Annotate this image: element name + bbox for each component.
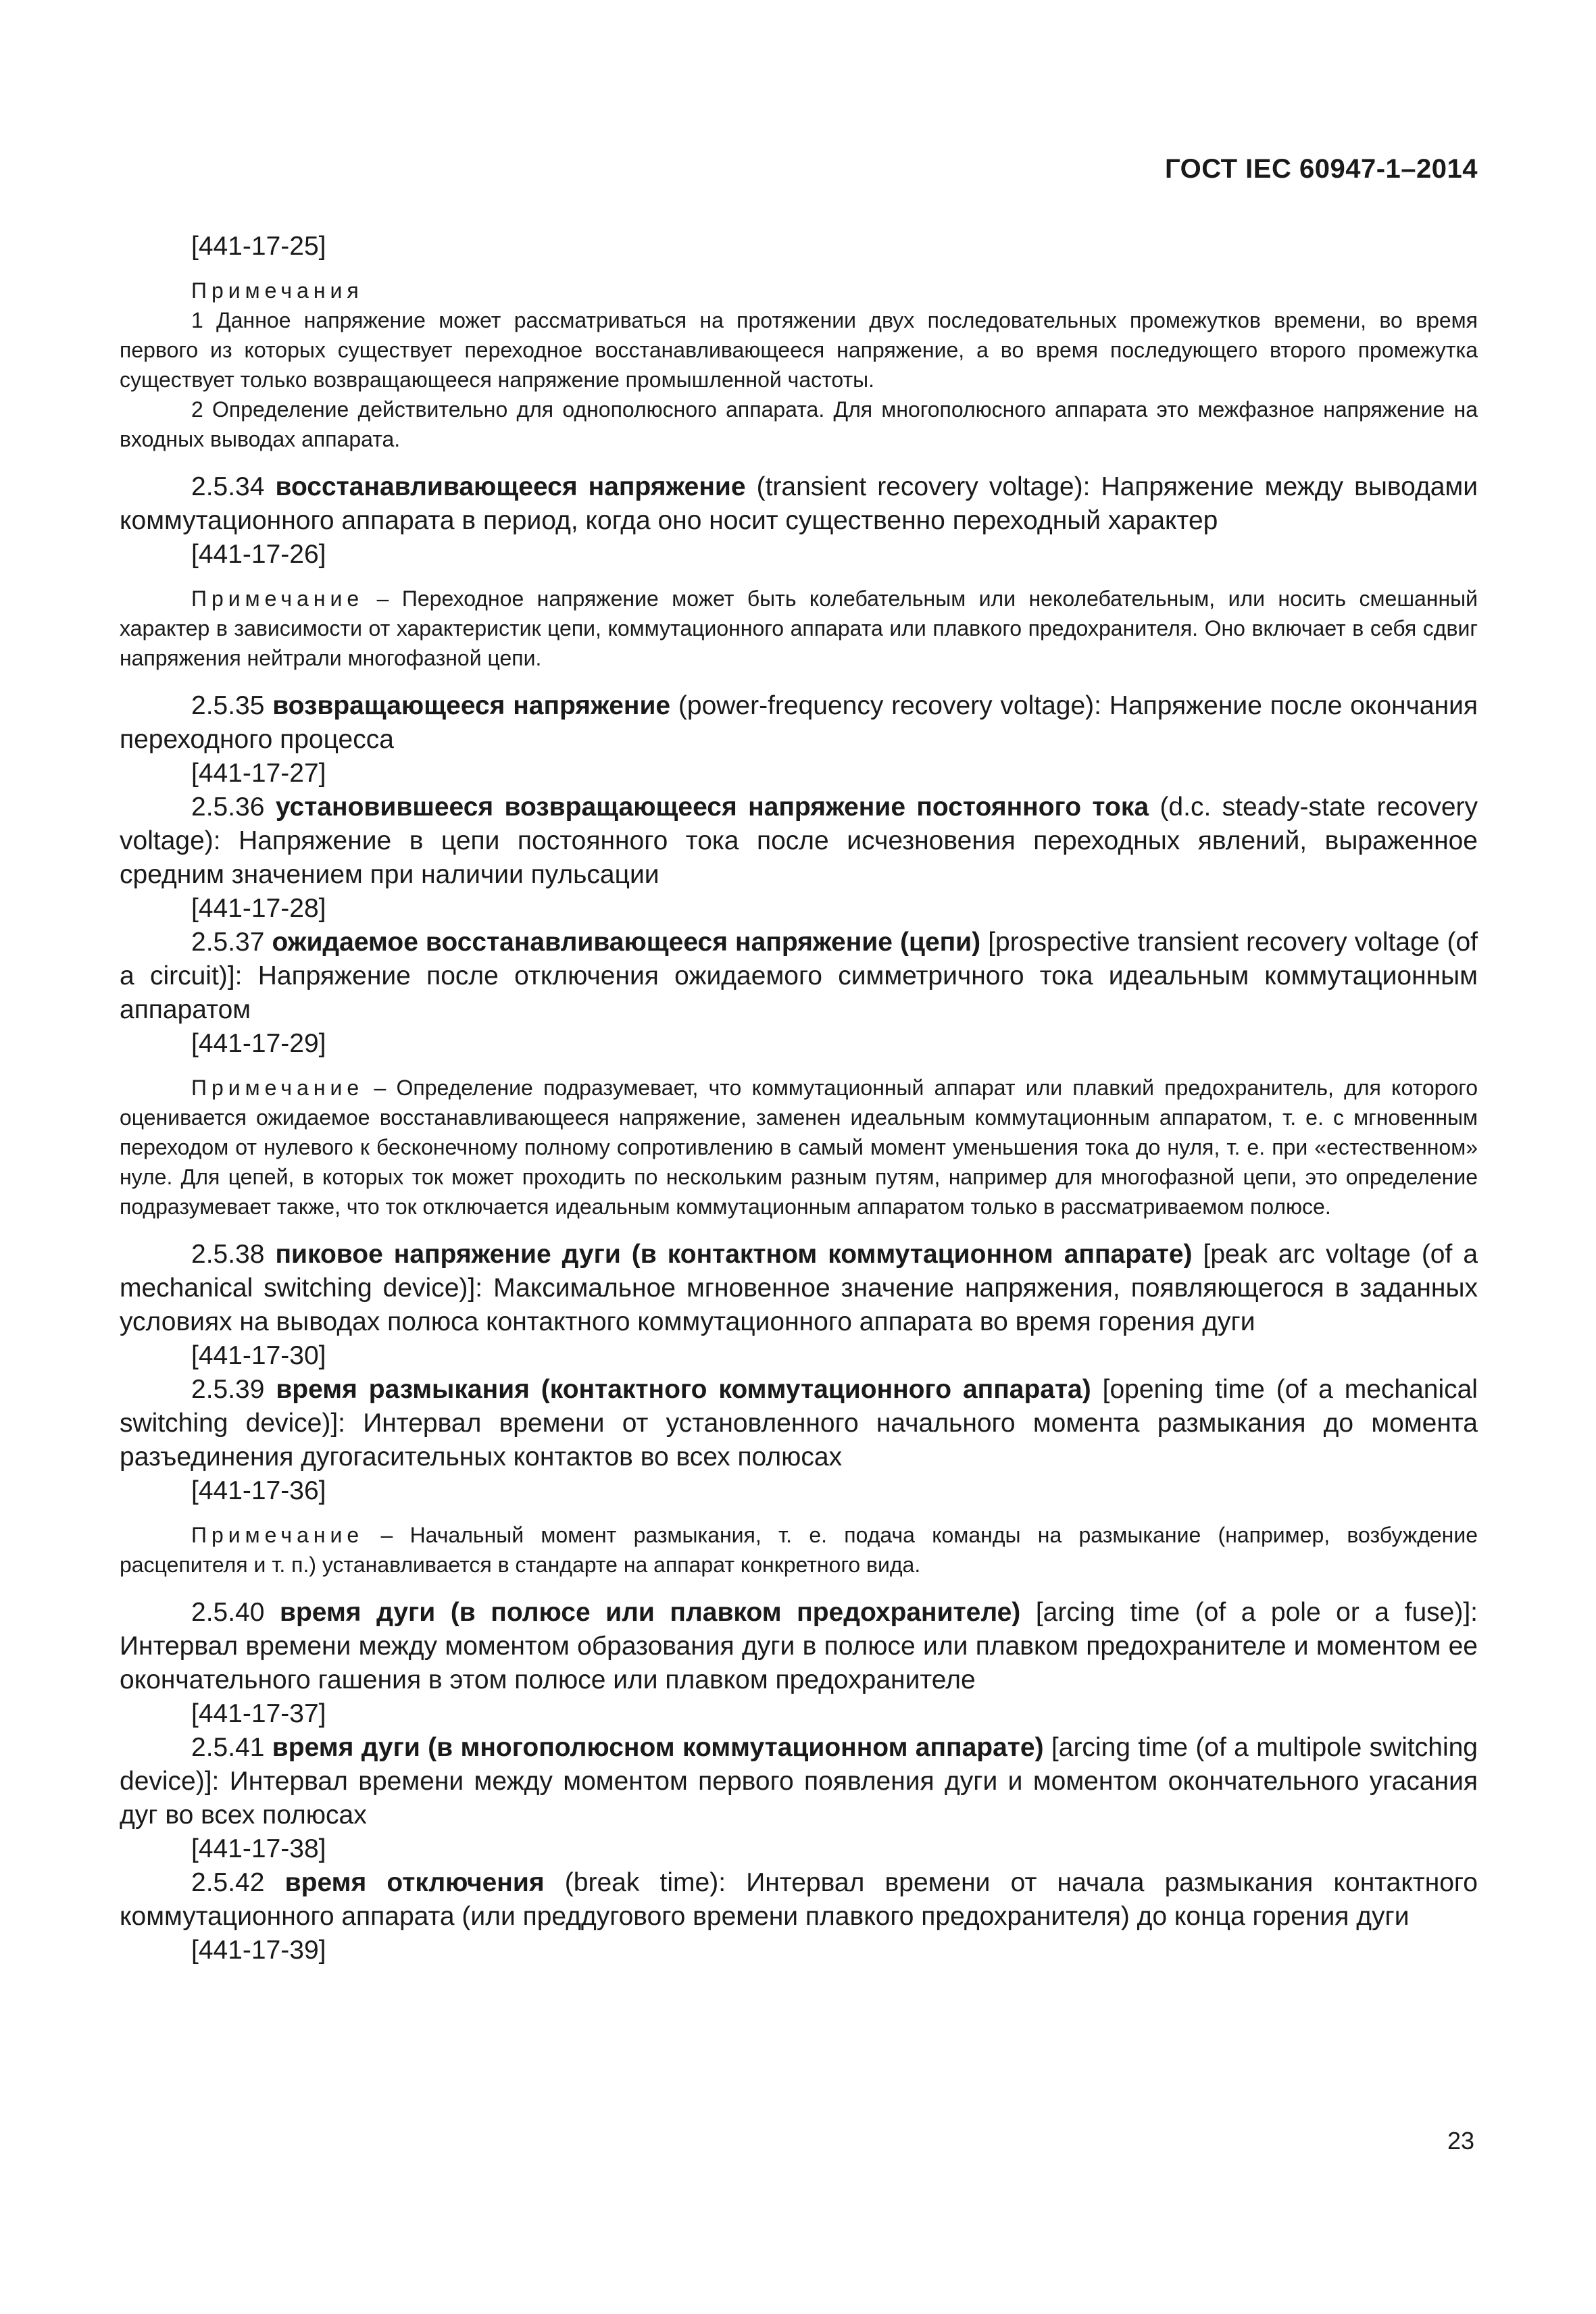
reference-code: [441-17-25] — [191, 232, 326, 261]
reference-code: [441-17-30] — [191, 1341, 326, 1370]
page-number: 23 — [1447, 2127, 1474, 2155]
note-2: 2 Определение действительно для однополюсного аппарата. Для многополюсного аппарата это межфазное напряжение на входных выводах аппарата. — [120, 397, 1478, 451]
term-2-5-38: 2.5.38 пиковое напряжение дуги (в контактном коммутационном аппарате) [peak arc voltage (of a mechanical switching device)]: Максимальное мгновенное значение напряжения, появляющегося в заданных условиях на выводах полюса контактного коммутационного аппарата во время горения дуги — [120, 1240, 1478, 1336]
page-content — [120, 230, 1478, 1967]
note-2-5-34: Примечание – Переходное напряжение может быть колебательным или неколебательным, или носить смешанный характер в зависимости от характеристик цепи, коммутационного аппарата или плавкого предохранителя. Оно включает в себя сдвиг напряжения нейтрали многофазной цепи. — [120, 586, 1478, 670]
term-2-5-39: 2.5.39 время размыкания (контактного коммутационного аппарата) [opening time (of a mechanical switching device)]: Интервал времени от установленного начального момента размыкания до момента разъединения дугогасительных контактов во всех полюсах — [120, 1375, 1478, 1472]
term-2-5-41: 2.5.41 время дуги (в многополюсном коммутационном аппарате) [arcing time (of a multipole switching device)]: Интервал времени между моментом первого появления дуги и моментом окончательного угасания дуг во всех полюсах — [120, 1733, 1478, 1830]
term-2-5-36: 2.5.36 установившееся возвращающееся напряжение постоянного тока (d.c. steady-state recovery voltage): Напряжение в цепи постоянного тока после исчезновения переходных явлений, выраженное средним значением при наличии пульсации — [120, 793, 1478, 889]
reference-code: [441-17-29] — [191, 1029, 326, 1058]
reference-code: [441-17-28] — [191, 894, 326, 923]
note-2-5-39: Примечание – Начальный момент размыкания, т. е. подача команды на размыкание (например, возбуждение расцепителя и т. п.) устанавливается в стандарте на аппарат конкретного вида. — [120, 1523, 1478, 1577]
term-2-5-35: 2.5.35 возвращающееся напряжение (power-frequency recovery voltage): Напряжение после окончания переходного процесса — [120, 691, 1478, 754]
document-header: ГОСТ IEC 60947-1–2014 — [1164, 154, 1478, 184]
term-2-5-37: 2.5.37 ожидаемое восстанавливающееся напряжение (цепи) [prospective transient recovery voltage (of a circuit)]: Напряжение после отключения ожидаемого симметричного тока идеальным коммутационным аппаратом — [120, 928, 1478, 1024]
note-2-5-37: Примечание – Определение подразумевает, что коммутационный аппарат или плавкий предохранитель, для которого оценивается ожидаемое восстанавливающееся напряжение, заменен идеальным коммутационным аппаратом, т. е. с мгновенным переходом от нулевого к бесконечному полному сопротивлению в самый момент уменьшения тока до нуля, т. е. при «естественном» нуле. Для цепей, в которых ток может проходить по нескольким разным путям, например для многофазной цепи, это определение подразумевает также, что ток отключается идеальным коммутационным аппаратом только в рассматриваемом полюсе. — [120, 1076, 1478, 1219]
term-2-5-40: 2.5.40 время дуги (в полюсе или плавком предохранителе) [arcing time (of a pole or a fuse)]: Интервал времени между моментом образования дуги в полюсе или плавком предохранителе и моментом ее окончательного гашения в этом полюсе или плавком предохранителе — [120, 1598, 1478, 1694]
reference-code: [441-17-39] — [191, 1936, 326, 1965]
reference-code: [441-17-38] — [191, 1834, 326, 1863]
term-2-5-42: 2.5.42 время отключения (break time): Интервал времени от начала размыкания контактного коммутационного аппарата (или преддугового времени плавкого предохранителя) до конца горения дуги — [120, 1868, 1478, 1931]
notes-heading: Примечания — [191, 278, 364, 303]
reference-code: [441-17-26] — [191, 540, 326, 569]
reference-code: [441-17-36] — [191, 1476, 326, 1505]
reference-code: [441-17-27] — [191, 759, 326, 788]
note-1: 1 Данное напряжение может рассматриваться на протяжении двух последовательных промежутков времени, во время первого из которых существует переходное восстанавливающееся напряжение, а во время последующего второго промежутка существует только возвращающееся напряжение промышленной частоты. — [120, 308, 1478, 392]
reference-code: [441-17-37] — [191, 1699, 326, 1728]
term-2-5-34: 2.5.34 восстанавливающееся напряжение (transient recovery voltage): Напряжение между выводами коммутационного аппарата в период, когда оно носит существенно переходный характер — [120, 472, 1478, 535]
